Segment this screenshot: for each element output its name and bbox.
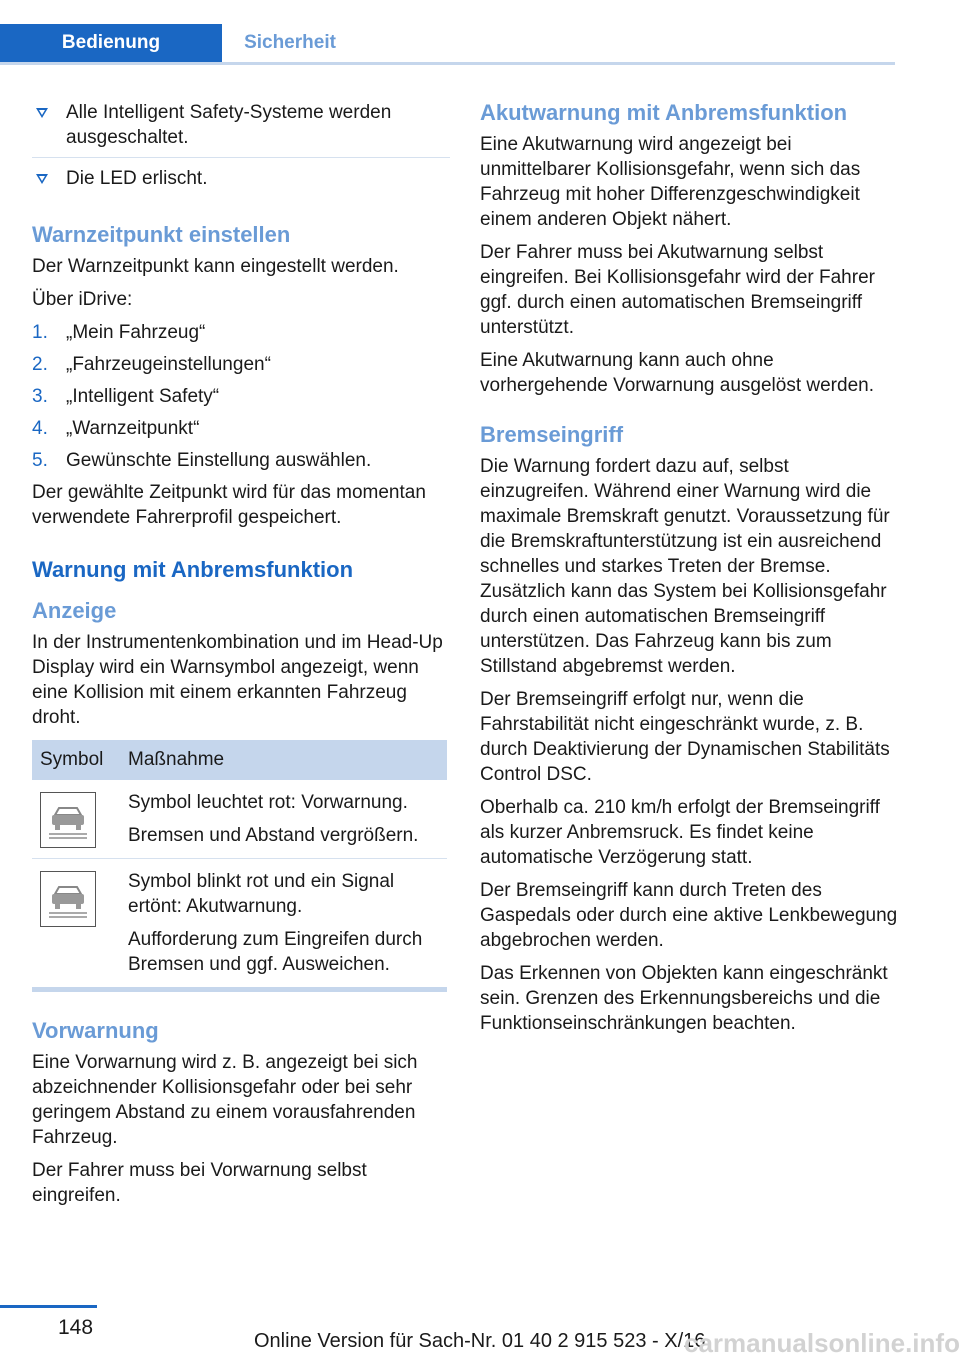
paragraph: Oberhalb ca. 210 km/h erfolgt der Bremseingriff als kurzer Anbremsruck. Es findet keine automatische Verzögerung statt.	[480, 797, 880, 868]
paragraph: Das Erkennen von Objekten kann eingeschränkt sein. Grenzen des Erkennungsbereichs und die Funktionseinschränkungen beachten.	[480, 963, 888, 1034]
table-cell-text: Symbol blinkt rot und ein Signal ertönt: Akutwarnung.	[128, 871, 395, 917]
list-item: Alle Intelligent Safety-Systeme werden ausgeschaltet.	[32, 100, 450, 158]
table-row	[32, 780, 447, 859]
heading-vorwarnung: Vorwarnung	[32, 1018, 159, 1043]
bullet-list	[32, 100, 450, 198]
list-item: 3. „Intelligent Safety“	[32, 386, 220, 407]
heading-warnung: Warnung mit Anbremsfunktion	[32, 557, 354, 582]
paragraph: Die Warnung fordert dazu auf, selbst einzugreifen. Während einer Warnung wird die maximale Bremskraft genutzt. Voraussetzung für die Bremskraftunterstützung ist ein ausreichend schnelles und starkes Treten der Bremse. Zusätzlich kann das System bei Kollisionsgefahr durch einen automatischen Bremseingriff unterstützen. Das Fahrzeug kann bis zum Stillstand abgebremst werden.	[480, 456, 890, 677]
car-warning-icon	[40, 792, 96, 848]
paragraph: Eine Akutwarnung wird angezeigt bei unmittelbarer Kollisionsgefahr, wenn sich das Fahrzeug mit hoher Differenzgeschwindigkeit einem anderen Objekt nähert.	[480, 134, 861, 230]
bullet-triangle-icon	[36, 174, 48, 184]
list-item: Die LED erlischt.	[32, 166, 450, 198]
footer-rule	[0, 1305, 97, 1308]
heading-bremseingriff: Bremseingriff	[480, 422, 624, 447]
heading-akutwarnung: Akutwarnung mit Anbremsfunktion	[480, 100, 848, 125]
heading-warnzeitpunkt: Warnzeitpunkt einstellen	[32, 222, 291, 247]
tab-sicherheit[interactable]: Sicherheit	[244, 32, 336, 53]
bullet-triangle-icon	[36, 108, 48, 118]
paragraph: Der Fahrer muss bei Akutwarnung selbst eingreifen. Bei Kollisionsgefahr wird der Fahrer ggf. durch einen automatischen Bremseingriff unterstützt.	[480, 242, 875, 338]
chapter-tabs	[0, 24, 895, 65]
table-header-massnahme: Maßnahme	[120, 740, 447, 780]
heading-anzeige: Anzeige	[32, 598, 117, 623]
list-item: 4. „Warnzeitpunkt“	[32, 418, 200, 439]
symbol-table	[32, 740, 447, 992]
paragraph: In der Instrumentenkombination und im Head-Up Display wird ein Warnsymbol angezeigt, wenn eine Kollision mit einem erkannten Fahrzeug droht.	[32, 632, 443, 728]
right-column	[480, 100, 898, 1044]
car-warning-icon	[40, 871, 96, 927]
paragraph: Der Warnzeitpunkt kann eingestellt werden.	[32, 256, 399, 277]
tab-bedienung[interactable]: Bedienung	[0, 24, 222, 62]
table-cell-text: Symbol leuchtet rot: Vorwarnung.	[128, 792, 408, 813]
list-item: 5. Gewünschte Einstellung auswählen.	[32, 450, 372, 471]
paragraph: Der gewählte Zeitpunkt wird für das momentan verwendete Fahrerprofil gespeichert.	[32, 482, 426, 528]
list-item: 2. „Fahrzeugeinstellungen“	[32, 354, 271, 375]
paragraph: Der Bremseingriff kann durch Treten des Gaspedals oder durch eine aktive Lenkbewegung abgebrochen werden.	[480, 880, 898, 951]
table-header-symbol: Symbol	[32, 740, 120, 780]
paragraph: Eine Vorwarnung wird z. B. angezeigt bei sich abzeichnender Kollisionsgefahr oder bei sehr geringem Abstand zu einem vorausfahrenden Fahrzeug.	[32, 1052, 418, 1148]
paragraph: Der Bremseingriff erfolgt nur, wenn die Fahrstabilität nicht eingeschränkt wurde, z. B. durch Deaktivierung der Dynamischen Stabilitäts Control DSC.	[480, 689, 890, 785]
step-list	[32, 320, 450, 473]
left-column	[32, 100, 450, 1216]
table-cell-text: Aufforderung zum Eingreifen durch Bremsen und ggf. Ausweichen.	[128, 929, 423, 975]
paragraph: Über iDrive:	[32, 289, 133, 310]
table-cell-text: Bremsen und Abstand vergrößern.	[128, 825, 419, 846]
footer-version: Online Version für Sach-Nr. 01 40 2 915 523 - X/16	[254, 1330, 706, 1352]
list-item: 1. „Mein Fahrzeug“	[32, 322, 206, 343]
table-row	[32, 859, 447, 990]
paragraph: Der Fahrer muss bei Vorwarnung selbst eingreifen.	[32, 1160, 367, 1206]
watermark: carmanualsonline.info	[684, 1328, 960, 1358]
page-number: 148	[58, 1316, 94, 1339]
paragraph: Eine Akutwarnung kann auch ohne vorhergehende Vorwarnung ausgelöst werden.	[480, 350, 874, 396]
